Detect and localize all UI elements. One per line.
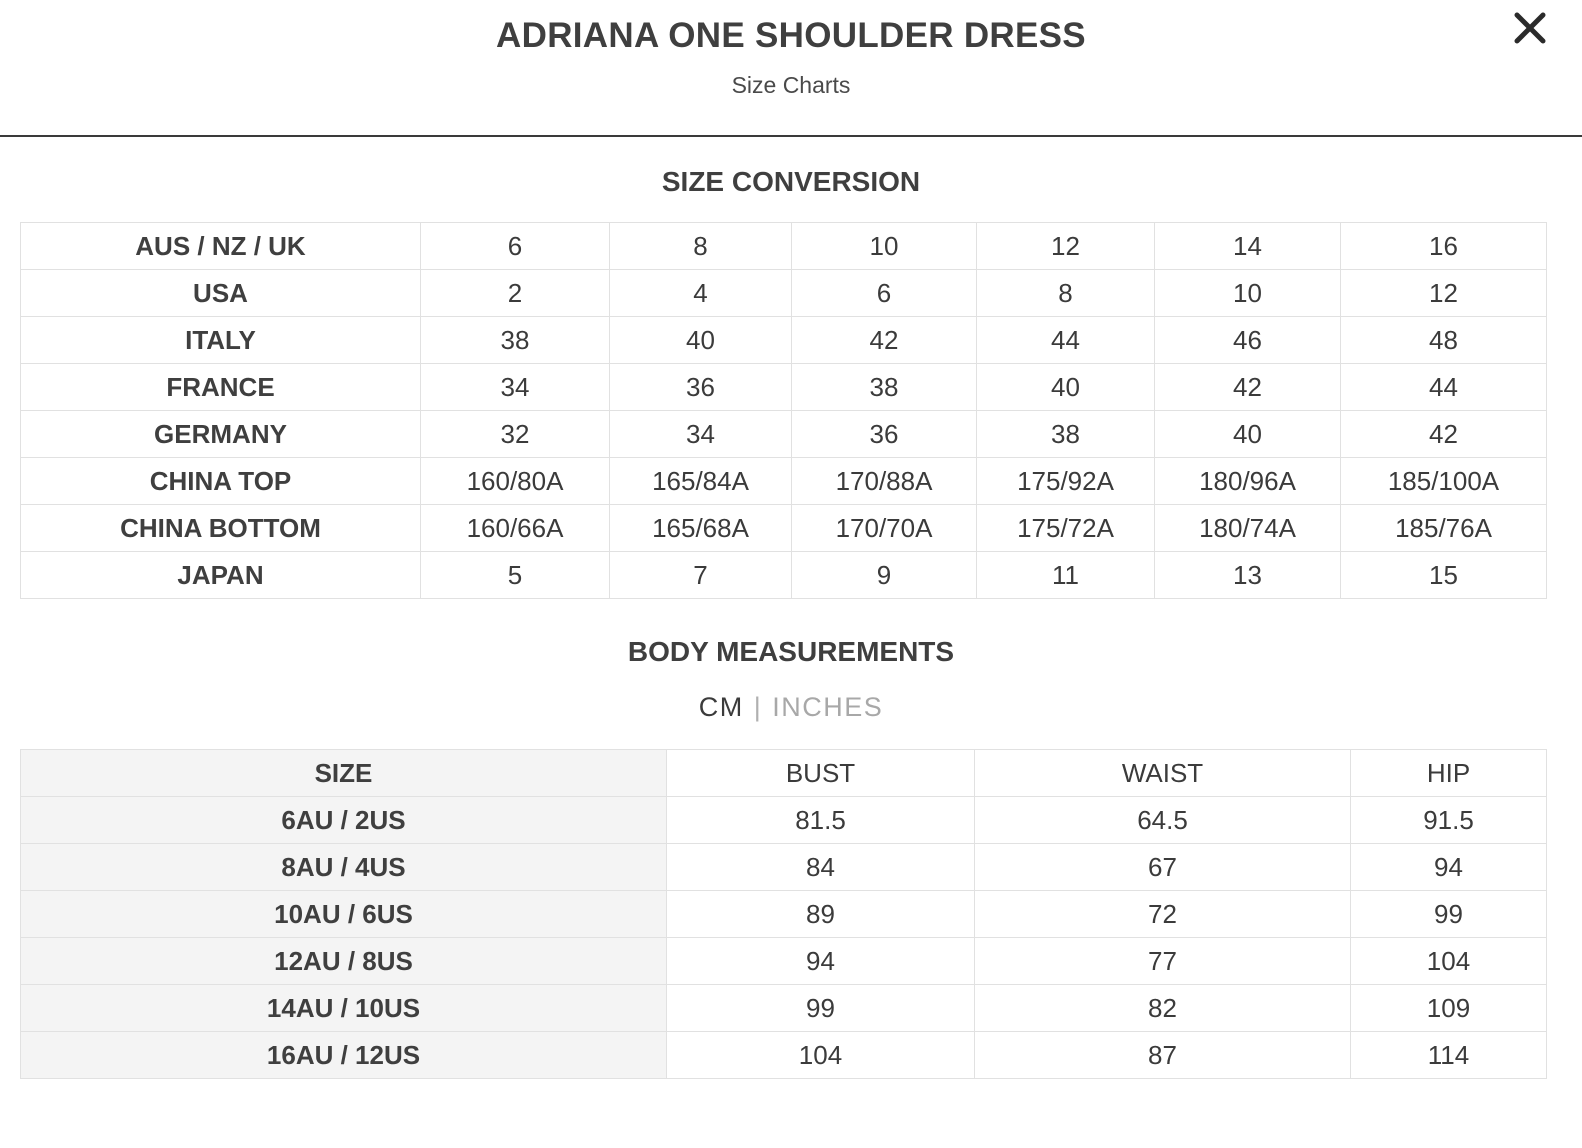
hip-value: 114 — [1351, 1032, 1547, 1079]
hip-value: 94 — [1351, 844, 1547, 891]
unit-inches-option[interactable]: INCHES — [772, 692, 884, 722]
table-cell: 12 — [977, 223, 1155, 270]
size-label: 14AU / 10US — [21, 985, 667, 1032]
table-cell: 185/76A — [1341, 505, 1547, 552]
table-row — [21, 1032, 1547, 1079]
table-cell: 170/70A — [792, 505, 977, 552]
size-label: 12AU / 8US — [21, 938, 667, 985]
waist-value: 72 — [975, 891, 1351, 938]
product-title: ADRIANA ONE SHOULDER DRESS — [496, 16, 1086, 55]
table-cell: 44 — [977, 317, 1155, 364]
table-cell: 40 — [610, 317, 792, 364]
table-cell: 2 — [421, 270, 610, 317]
table-cell: 32 — [421, 411, 610, 458]
table-cell: 14 — [1155, 223, 1341, 270]
table-cell: 44 — [1341, 364, 1547, 411]
header-waist: WAIST — [975, 750, 1351, 797]
table-cell: 42 — [1155, 364, 1341, 411]
table-row — [21, 891, 1547, 938]
bust-value: 99 — [667, 985, 975, 1032]
table-cell: 180/96A — [1155, 458, 1341, 505]
table-row — [21, 317, 1547, 364]
table-cell: 38 — [421, 317, 610, 364]
table-cell: 175/72A — [977, 505, 1155, 552]
table-cell: 160/80A — [421, 458, 610, 505]
close-button[interactable] — [1508, 6, 1552, 50]
table-row — [21, 552, 1547, 599]
close-icon — [1513, 11, 1547, 45]
row-label: CHINA BOTTOM — [21, 505, 421, 552]
body-measurements-title: BODY MEASUREMENTS — [627, 636, 955, 667]
size-label: 6AU / 2US — [21, 797, 667, 844]
table-cell: 46 — [1155, 317, 1341, 364]
table-row — [21, 364, 1547, 411]
unit-separator: | — [753, 692, 763, 722]
bust-value: 89 — [667, 891, 975, 938]
header-size: SIZE — [21, 750, 667, 797]
table-cell: 40 — [1155, 411, 1341, 458]
table-cell: 48 — [1341, 317, 1547, 364]
table-cell: 12 — [1341, 270, 1547, 317]
table-cell: 16 — [1341, 223, 1547, 270]
table-cell: 165/68A — [610, 505, 792, 552]
bust-value: 104 — [667, 1032, 975, 1079]
table-cell: 180/74A — [1155, 505, 1341, 552]
size-label: 16AU / 12US — [21, 1032, 667, 1079]
table-row — [21, 411, 1547, 458]
table-row — [21, 844, 1547, 891]
body-measurements-table — [20, 749, 1547, 1079]
table-cell: 34 — [610, 411, 792, 458]
waist-value: 64.5 — [975, 797, 1351, 844]
size-label: 10AU / 6US — [21, 891, 667, 938]
table-cell: 40 — [977, 364, 1155, 411]
table-cell: 4 — [610, 270, 792, 317]
table-cell: 13 — [1155, 552, 1341, 599]
row-label: JAPAN — [21, 552, 421, 599]
waist-value: 67 — [975, 844, 1351, 891]
table-cell: 38 — [977, 411, 1155, 458]
table-cell: 6 — [421, 223, 610, 270]
table-row — [21, 938, 1547, 985]
table-cell: 34 — [421, 364, 610, 411]
table-row — [21, 985, 1547, 1032]
table-cell: 8 — [977, 270, 1155, 317]
header-bust: BUST — [667, 750, 975, 797]
unit-toggle — [0, 692, 1582, 723]
table-cell: 170/88A — [792, 458, 977, 505]
table-row — [21, 797, 1547, 844]
size-charts-subtitle: Size Charts — [731, 72, 851, 98]
row-label: AUS / NZ / UK — [21, 223, 421, 270]
table-header-row — [21, 750, 1547, 797]
table-row — [21, 458, 1547, 505]
waist-value: 77 — [975, 938, 1351, 985]
table-row — [21, 270, 1547, 317]
table-cell: 160/66A — [421, 505, 610, 552]
modal-header — [0, 0, 1582, 137]
row-label: GERMANY — [21, 411, 421, 458]
waist-value: 87 — [975, 1032, 1351, 1079]
table-cell: 7 — [610, 552, 792, 599]
row-label: USA — [21, 270, 421, 317]
bust-value: 84 — [667, 844, 975, 891]
table-cell: 6 — [792, 270, 977, 317]
table-row — [21, 505, 1547, 552]
row-label: ITALY — [21, 317, 421, 364]
row-label: FRANCE — [21, 364, 421, 411]
table-cell: 11 — [977, 552, 1155, 599]
table-cell: 10 — [792, 223, 977, 270]
table-cell: 185/100A — [1341, 458, 1547, 505]
table-cell: 8 — [610, 223, 792, 270]
size-conversion-table — [20, 222, 1547, 599]
row-label: CHINA TOP — [21, 458, 421, 505]
table-cell: 165/84A — [610, 458, 792, 505]
bust-value: 81.5 — [667, 797, 975, 844]
table-cell: 15 — [1341, 552, 1547, 599]
table-cell: 5 — [421, 552, 610, 599]
table-cell: 36 — [610, 364, 792, 411]
table-cell: 36 — [792, 411, 977, 458]
table-row — [21, 223, 1547, 270]
table-cell: 38 — [792, 364, 977, 411]
table-cell: 10 — [1155, 270, 1341, 317]
table-cell: 42 — [792, 317, 977, 364]
table-cell: 175/92A — [977, 458, 1155, 505]
size-label: 8AU / 4US — [21, 844, 667, 891]
header-hip: HIP — [1351, 750, 1547, 797]
bust-value: 94 — [667, 938, 975, 985]
hip-value: 104 — [1351, 938, 1547, 985]
table-cell: 9 — [792, 552, 977, 599]
hip-value: 99 — [1351, 891, 1547, 938]
size-conversion-title: SIZE CONVERSION — [661, 166, 921, 197]
hip-value: 91.5 — [1351, 797, 1547, 844]
waist-value: 82 — [975, 985, 1351, 1032]
table-cell: 42 — [1341, 411, 1547, 458]
unit-cm-option[interactable]: CM — [698, 692, 744, 722]
hip-value: 109 — [1351, 985, 1547, 1032]
